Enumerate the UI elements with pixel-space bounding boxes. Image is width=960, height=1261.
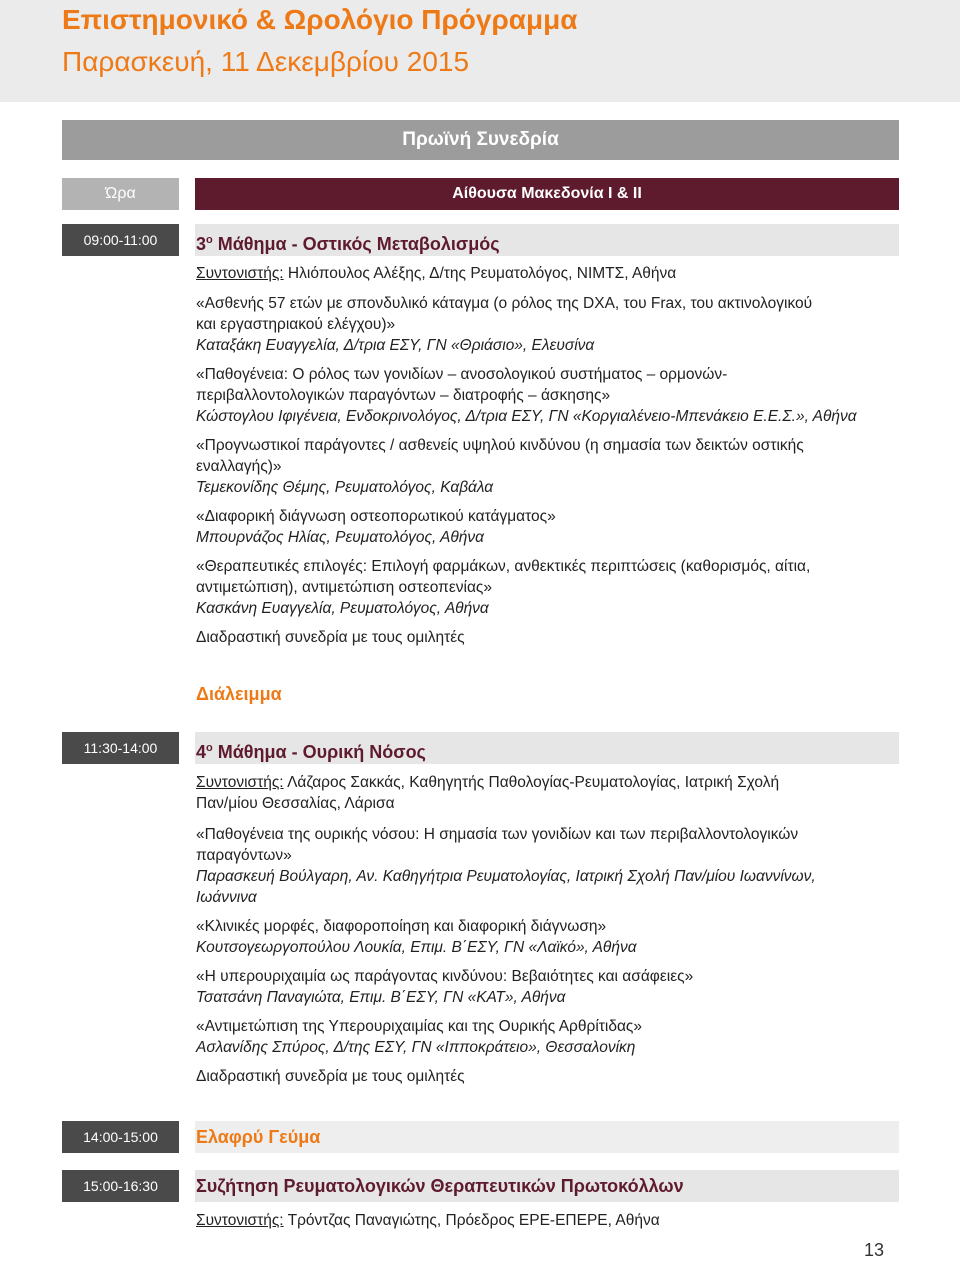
- section-heading-3: Ελαφρύ Γεύμα: [195, 1121, 899, 1153]
- talk-title-line: εναλλαγής)»: [196, 458, 282, 475]
- talk-title-line: «Προγνωστικοί παράγοντες / ασθενείς υψηλού κινδύνου (η σημασία των δεικτών οστικής: [196, 437, 804, 454]
- section-heading-4: Συζήτηση Ρευματολογικών Θεραπευτικών Πρωτοκόλλων: [195, 1170, 899, 1202]
- talk-item: [196, 966, 896, 1008]
- speaker: Τεμεκονίδης Θέμης, Ρευματολόγος, Καβάλα: [196, 479, 494, 496]
- coordinator-label: Συντονιστής:: [196, 265, 284, 282]
- page-title: Επιστημονικό & Ωρολόγιο Πρόγραμμα: [62, 4, 578, 35]
- coordinator-name-cont: Παν/μίου Θεσσαλίας, Λάρισα: [196, 795, 395, 812]
- break-label: Διάλειμμα: [196, 684, 282, 704]
- speaker: Ασλανίδης Σπύρος, Δ/της ΕΣΥ, ΓΝ «Ιπποκράτειο», Θεσσαλονίκη: [196, 1039, 636, 1056]
- talk-item: [196, 435, 896, 498]
- talk-item: [196, 556, 896, 619]
- section-1-content: [196, 263, 896, 656]
- talk-item: [196, 293, 896, 356]
- section-title: Μάθημα - Ουρική Νόσος: [212, 742, 426, 762]
- coordinator-line: [196, 772, 896, 814]
- talk-title-line: και εργαστηριακού ελέγχου)»: [196, 316, 396, 333]
- talk-item: [196, 506, 896, 548]
- section-number: 3: [196, 234, 207, 254]
- coordinator-label: Συντονιστής:: [196, 1212, 284, 1229]
- speaker: Κουτσογεωργοπούλου Λουκία, Επιμ. Β΄ΕΣΥ, ΓΝ «Λαϊκό», Αθήνα: [196, 939, 637, 956]
- talk-title-line: «Κλινικές μορφές, διαφοροποίηση και διαφορική διάγνωση»: [196, 918, 607, 935]
- section-2-content: [196, 772, 896, 1095]
- discussion-line: Διαδραστική συνεδρία με τους ομιλητές: [196, 1068, 465, 1085]
- section-heading-1: [195, 224, 899, 256]
- talk-title-line: αντιμετώπιση), αντιμετώπιση οστεοπενίας»: [196, 579, 493, 596]
- session-title: Πρωϊνή Συνεδρία: [62, 120, 899, 160]
- time-column-header: Ώρα: [62, 178, 179, 210]
- talk-item: [196, 1016, 896, 1058]
- section-4-content: [196, 1210, 896, 1239]
- talk-title-line: περιβαλλοντολογικών παραγόντων – διατροφής – άσκησης»: [196, 387, 611, 404]
- talk-title-line: «Αντιμετώπιση της Υπερουριχαιμίας και της Ουρικής Αρθρίτιδας»: [196, 1018, 643, 1035]
- section-ordinal: ο: [206, 742, 213, 754]
- hall-column-header: Αίθουσα Μακεδονία Ι & ΙΙ: [195, 178, 899, 210]
- section-number: 4: [196, 742, 207, 762]
- time-slot-3: 14:00-15:00: [62, 1121, 179, 1153]
- time-slot-1: 09:00-11:00: [62, 224, 179, 256]
- speaker: Μπουρνάζος Ηλίας, Ρευματολόγος, Αθήνα: [196, 529, 484, 546]
- talk-title-line: «Παθογένεια της ουρικής νόσου: Η σημασία των γονιδίων και των περιβαλλοντολογικών: [196, 826, 799, 843]
- talk-title-line: παραγόντων»: [196, 847, 292, 864]
- section-title: Μάθημα - Οστικός Μεταβολισμός: [212, 234, 500, 254]
- talk-title-line: «Θεραπευτικές επιλογές: Επιλογή φαρμάκων, ανθεκτικές περιπτώσεις (καθορισμός, αίτια,: [196, 558, 811, 575]
- talk-item: [196, 364, 896, 427]
- coordinator-name: Ηλιόπουλος Αλέξης, Δ/της Ρευματολόγος, ΝΙΜΤΣ, Αθήνα: [283, 265, 677, 282]
- coordinator-label: Συντονιστής:: [196, 774, 284, 791]
- coordinator-line: [196, 263, 896, 284]
- coordinator-name: Λάζαρος Σακκάς, Καθηγητής Παθολογίας-Ρευματολογίας, Ιατρική Σχολή: [283, 774, 780, 791]
- speaker: Καταξάκη Ευαγγελία, Δ/τρια ΕΣΥ, ΓΝ «Θριάσιο», Ελευσίνα: [196, 337, 595, 354]
- time-slot-2: 11:30-14:00: [62, 732, 179, 764]
- talk-title-line: «Διαφορική διάγνωση οστεοπορωτικού κατάγματος»: [196, 508, 556, 525]
- time-slot-4: 15:00-16:30: [62, 1170, 179, 1202]
- talk-title-line: «Η υπερουριχαιμία ως παράγοντας κινδύνου: Βεβαιότητες και ασάφειες»: [196, 968, 694, 985]
- talk-title-line: «Παθογένεια: Ο ρόλος των γονιδίων – ανοσολογικού συστήματος – ορμονών-: [196, 366, 728, 383]
- section-heading-2: [195, 732, 899, 764]
- page-date: Παρασκευή, 11 Δεκεμβρίου 2015: [62, 46, 470, 77]
- discussion-line: Διαδραστική συνεδρία με τους ομιλητές: [196, 629, 465, 646]
- speaker: Παρασκευή Βούλγαρη, Αν. Καθηγήτρια Ρευματολογίας, Ιατρική Σχολή Παν/μίου Ιωαννίνων,: [196, 868, 816, 885]
- talk-item: [196, 916, 896, 958]
- speaker-cont: Ιωάννινα: [196, 889, 257, 906]
- speaker: Τσατσάνη Παναγιώτα, Επιμ. Β΄ΕΣΥ, ΓΝ «ΚΑΤ», Αθήνα: [196, 989, 566, 1006]
- speaker: Κασκάνη Ευαγγελία, Ρευματολόγος, Αθήνα: [196, 600, 489, 617]
- coordinator-name: Τρόντζας Παναγιώτης, Πρόεδρος ΕΡΕ-ΕΠΕΡΕ, Αθήνα: [283, 1212, 660, 1229]
- page-number: 13: [864, 1240, 885, 1260]
- talk-item: [196, 824, 896, 908]
- section-ordinal: ο: [206, 234, 213, 246]
- speaker: Κώστογλου Ιφιγένεια, Ενδοκρινολόγος, Δ/τρια ΕΣΥ, ΓΝ «Κοργιαλένειο-Μπενάκειο Ε.Ε.Σ.», Αθήνα: [196, 408, 857, 425]
- coordinator-line: [196, 1210, 896, 1231]
- talk-title-line: «Ασθενής 57 ετών με σπονδυλικό κάταγμα (ο ρόλος της DXA, του Frax, του ακτινολογικού: [196, 295, 813, 312]
